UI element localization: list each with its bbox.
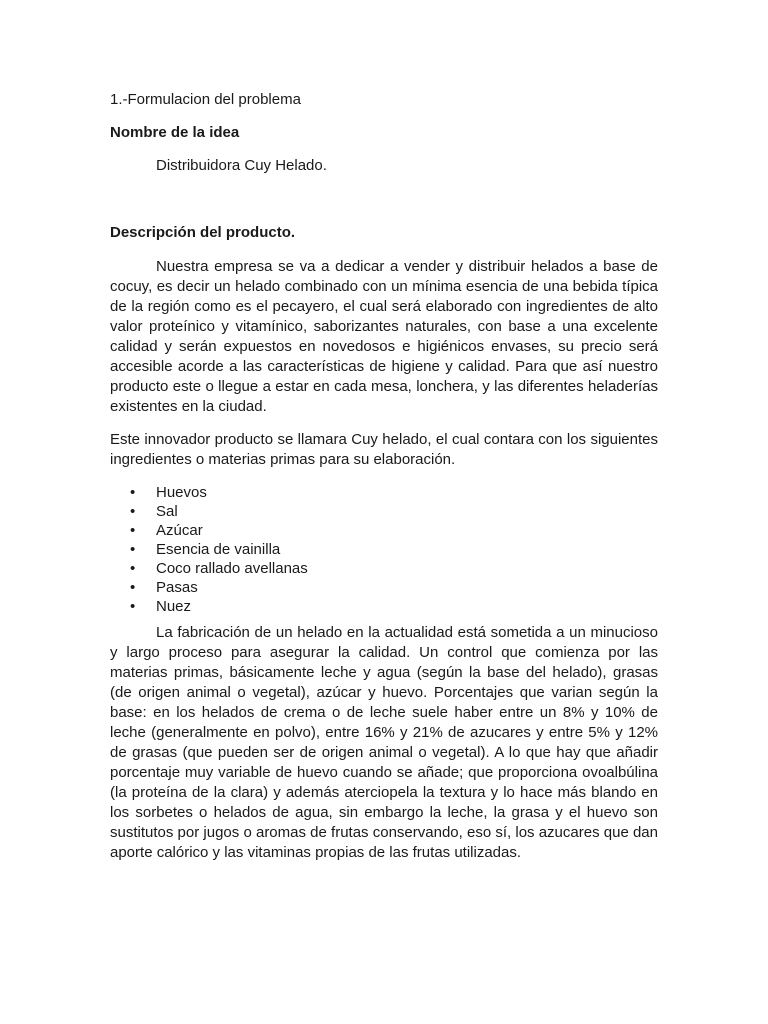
list-item [110, 540, 658, 559]
idea-name: Distribuidora Cuy Helado. [156, 157, 327, 174]
bullet-icon: • [130, 484, 136, 501]
document-page [110, 90, 658, 863]
bullet-icon: • [130, 560, 136, 577]
idea-heading: Nombre de la idea [110, 124, 240, 141]
list-item [110, 521, 658, 540]
ingredient-label: Huevos [156, 484, 207, 501]
bullet-icon: • [130, 522, 136, 539]
bullet-icon: • [130, 541, 136, 558]
section-title: 1.-Formulacion del problema [110, 91, 301, 108]
ingredients-intro-paragraph: Este innovador producto se llamara Cuy helado, el cual contara con los siguientes ingredientes o materias primas para su elaboración. [110, 431, 658, 468]
ingredient-label: Sal [156, 503, 178, 520]
ingredient-label: Coco rallado avellanas [156, 560, 308, 577]
bullet-icon: • [130, 598, 136, 615]
product-heading: Descripción del producto. [110, 224, 296, 241]
list-item [110, 483, 658, 502]
manufacturing-paragraph: La fabricación de un helado en la actualidad está sometida a un minucioso y largo proceso para asegurar la calidad. Un control que comienza por las materias primas, básicamente leche y agua (según la base del helado), grasas (de origen animal o vegetal), azúcar y huevo. Porcentajes que varian según la base: en los helados de crema o de leche suele haber entre un 8% y 10% de leche (generalmente en polvo), entre 16% y 21% de azucares y entre 5% y 12% de grasas (que pueden ser de origen animal o vegetal). A lo que hay que añadir porcentaje muy variable de huevo cuando se añade; que proporciona ovoalbúlina (la proteína de la clara) y además aterciopela la textura y lo hace más blando en los sorbetes o helados de agua, sin embargo la leche, la grasa y el huevo son sustitutos por jugos o aromas de frutas conservando, eso sí, los azucares que dan aporte calórico y las vitaminas propias de las frutas utilizadas. [110, 624, 658, 861]
ingredient-label: Pasas [156, 579, 198, 596]
list-item [110, 578, 658, 597]
ingredient-label: Nuez [156, 598, 192, 615]
bullet-icon: • [130, 503, 136, 520]
ingredient-label: Azúcar [156, 522, 203, 539]
product-description-paragraph: Nuestra empresa se va a dedicar a vender y distribuir helados a base de cocuy, es decir un helado combinado con un mínima esencia de una bebida típica de la región como es el pecayero, el cual será elaborado con ingredientes de alto valor proteínico y vitamínico, saborizantes naturales, con base a una excelente calidad y serán expuestos en novedosos e higiénicos envases, su precio será accesible acorde a las características de higiene y calidad. Para que así nuestro producto este o llegue a estar en cada mesa, lonchera, y las diferentes heladerías existentes en la ciudad. [110, 258, 658, 415]
ingredients-list [110, 483, 658, 616]
list-item [110, 502, 658, 521]
list-item [110, 559, 658, 578]
bullet-icon: • [130, 579, 136, 596]
list-item [110, 597, 658, 616]
ingredient-label: Esencia de vainilla [156, 541, 281, 558]
